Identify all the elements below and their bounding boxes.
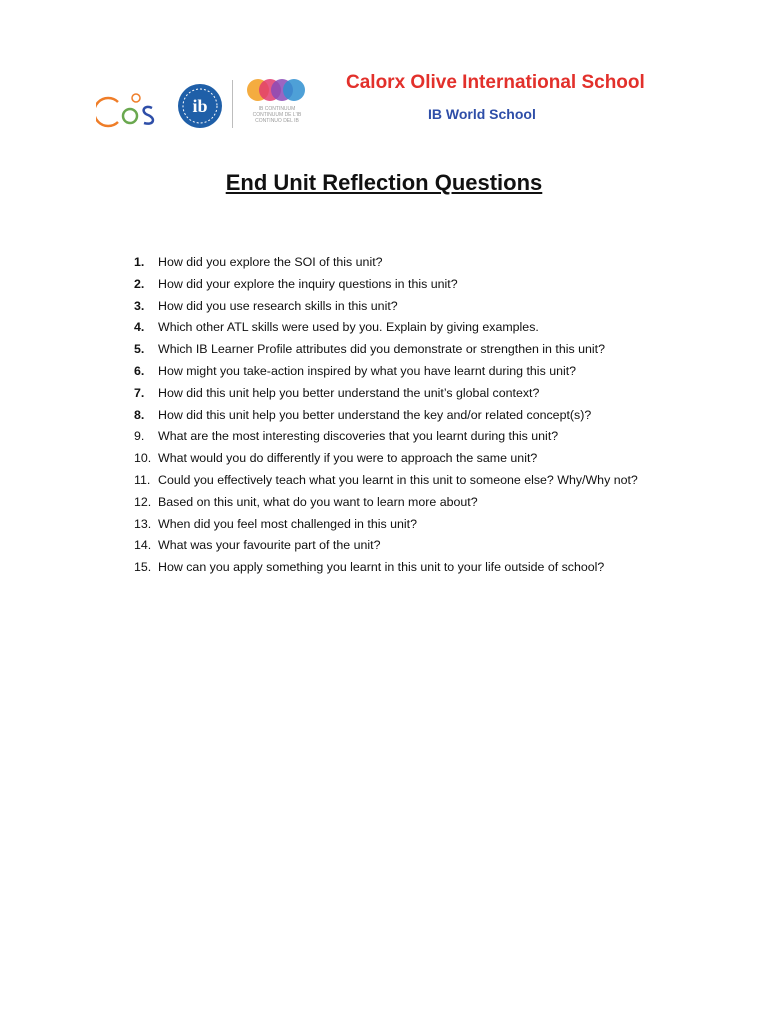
question-text: What are the most interesting discoveries that you learnt during this unit?: [158, 429, 559, 444]
question-number: 3.: [134, 298, 145, 313]
question-number: 13.: [134, 516, 152, 531]
ib-logo: [176, 82, 224, 130]
ib-continuum-logo: [244, 76, 310, 130]
question-item: [134, 470, 694, 492]
question-number: 2.: [134, 276, 145, 291]
ib-logo-text: ib: [192, 96, 208, 116]
question-item: [134, 274, 694, 296]
question-item: [134, 492, 694, 514]
question-number: 12.: [134, 494, 152, 509]
question-number: 7.: [134, 385, 145, 400]
question-item: [134, 557, 694, 579]
question-text: What would you do differently if you were to approach the same unit?: [158, 451, 538, 466]
document-header: [0, 0, 768, 140]
question-number: 15.: [134, 560, 152, 575]
question-number: 5.: [134, 342, 145, 357]
question-item: [134, 296, 694, 318]
question-item: [134, 339, 694, 361]
question-text: What was your favourite part of the unit?: [158, 538, 381, 553]
question-number: 4.: [134, 320, 145, 335]
question-item: [134, 405, 694, 427]
question-item: [134, 426, 694, 448]
question-text: How did this unit help you better understand the key and/or related concept(s)?: [158, 407, 592, 422]
question-text: Could you effectively teach what you learnt in this unit to someone else? Why/Why not?: [158, 472, 638, 487]
question-item: [134, 514, 694, 536]
question-text: How did this unit help you better understand the unit’s global context?: [158, 385, 540, 400]
continuum-line-1: IB CONTINUUM: [258, 106, 296, 112]
school-name: Calorx Olive International School: [346, 72, 645, 93]
cos-logo: [96, 88, 170, 132]
question-item: [134, 361, 694, 383]
school-subtitle: IB World School: [428, 106, 536, 122]
continuum-line-2: CONTINUUM DE L'IB: [252, 112, 302, 118]
logo-divider: [232, 80, 233, 128]
question-list: [134, 252, 694, 579]
question-number: 11.: [134, 472, 151, 487]
question-text: Which IB Learner Profile attributes did you demonstrate or strengthen in this unit?: [158, 342, 605, 357]
question-item: [134, 317, 694, 339]
document-title: End Unit Reflection Questions: [225, 170, 543, 195]
continuum-line-3: CONTINUO DEL IB: [255, 118, 299, 124]
question-text: How did you use research skills in this unit?: [158, 298, 398, 313]
question-text: How can you apply something you learnt in this unit to your life outside of school?: [158, 560, 605, 575]
question-text: How did your explore the inquiry questions in this unit?: [158, 276, 458, 291]
question-text: How did you explore the SOI of this unit?: [158, 255, 383, 269]
question-text: Which other ATL skills were used by you. Explain by giving examples.: [158, 320, 539, 335]
question-text: Based on this unit, what do you want to learn more about?: [158, 494, 478, 509]
question-text: How might you take-action inspired by what you have learnt during this unit?: [158, 363, 577, 378]
question-number: 8.: [134, 407, 145, 422]
question-number: 6.: [134, 363, 145, 378]
question-number: 14.: [134, 538, 152, 553]
question-item: [134, 448, 694, 470]
question-item: [134, 383, 694, 405]
question-text: When did you feel most challenged in this unit?: [158, 516, 417, 531]
question-item: [134, 535, 694, 557]
question-item: [134, 252, 694, 274]
question-number: 9.: [134, 429, 145, 444]
question-number: 1.: [134, 255, 145, 269]
question-number: 10.: [134, 451, 152, 466]
